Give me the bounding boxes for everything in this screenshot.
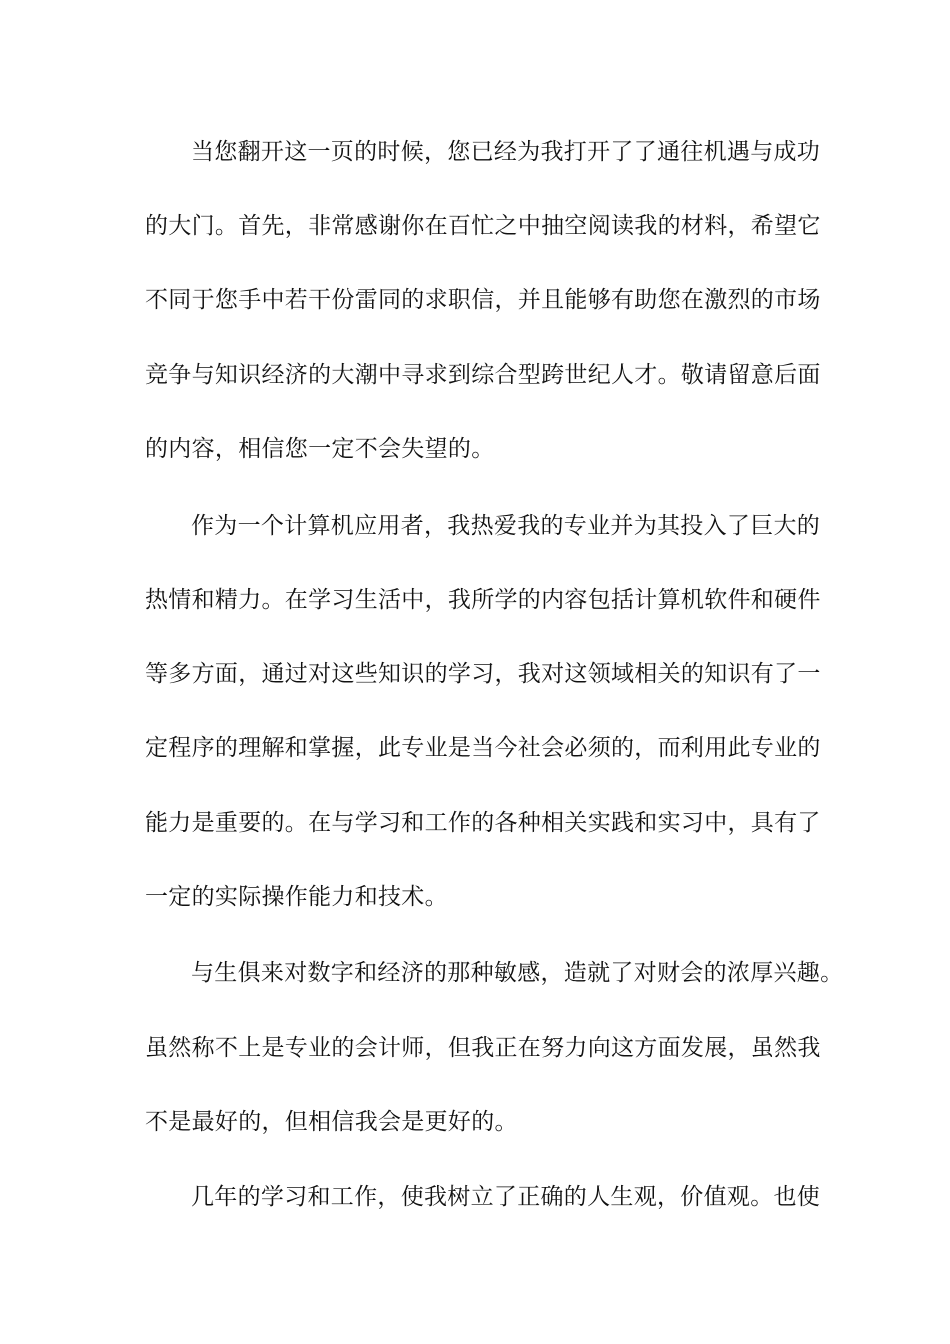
paragraph-2-line-3: 等多方面，通过对这些知识的学习，我对这领域相关的知识有了一: [145, 661, 821, 687]
paragraph-2-line-2: 热情和精力。在学习生活中，我所学的内容包括计算机软件和硬件: [145, 587, 821, 613]
paragraph-2-line-6: 一定的实际操作能力和技术。: [145, 884, 448, 910]
paragraph-3-line-3: 不是最好的，但相信我会是更好的。: [145, 1109, 518, 1135]
paragraph-1-line-3: 不同于您手中若干份雷同的求职信，并且能够有助您在激烈的市场: [145, 287, 821, 313]
paragraph-1-line-5: 的内容，相信您一定不会失望的。: [145, 436, 495, 462]
paragraph-3-line-2: 虽然称不上是专业的会计师，但我正在努力向这方面发展，虽然我: [145, 1035, 821, 1061]
paragraph-1-line-1: 当您翻开这一页的时候，您已经为我打开了了通往机遇与成功: [191, 139, 821, 165]
paragraph-2-line-1: 作为一个计算机应用者，我热爱我的专业并为其投入了巨大的: [191, 513, 821, 539]
paragraph-1-line-2: 的大门。首先，非常感谢你在百忙之中抽空阅读我的材料，希望它: [145, 213, 821, 239]
paragraph-1-line-4: 竞争与知识经济的大潮中寻求到综合型跨世纪人才。敬请留意后面: [145, 362, 821, 388]
paragraph-3-line-1: 与生俱来对数字和经济的那种敏感，造就了对财会的浓厚兴趣。: [191, 960, 844, 986]
paragraph-2-line-5: 能力是重要的。在与学习和工作的各种相关实践和实习中，具有了: [145, 810, 821, 836]
paragraph-4-line-1: 几年的学习和工作，使我树立了正确的人生观，价值观。也使: [191, 1184, 821, 1210]
paragraph-2-line-4: 定程序的理解和掌握，此专业是当今社会必须的，而利用此专业的: [145, 735, 821, 761]
